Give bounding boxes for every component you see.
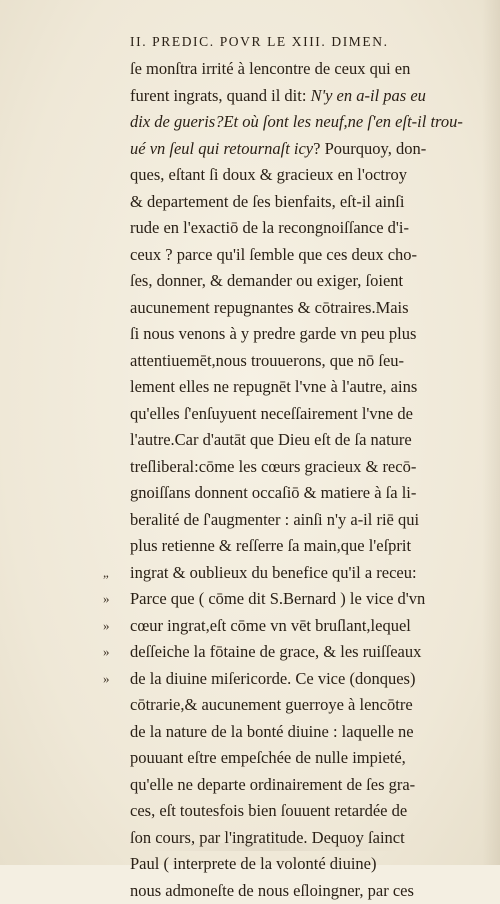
line-text xyxy=(130,189,404,216)
text-run: plus retienne & reſſerre ſa main,que l'eſprit xyxy=(130,536,411,555)
text-run: cōtrarie,& aucunement guerroye à lencōtre xyxy=(130,695,413,714)
italic-quotation: ué vn ſeul qui retournaſt icy xyxy=(130,139,313,158)
text-run: ceux ? parce qu'il ſemble que ces deux cho- xyxy=(130,245,417,264)
line-text xyxy=(130,215,409,242)
text-run: attentiuemēt,nous trouuerons, que nō ſeu- xyxy=(130,351,404,370)
text-run: ques, eſtant ſi doux & gracieux en l'octroy xyxy=(130,165,407,184)
text-run: Parce que ( cōme dit S.Bernard ) le vice d'vn xyxy=(130,589,425,608)
text-run: l'autre.Car d'autāt que Dieu eſt de ſa nature xyxy=(130,430,412,449)
text-line xyxy=(0,745,500,772)
text-line xyxy=(0,162,500,189)
line-text xyxy=(130,798,407,825)
line-text xyxy=(130,56,410,83)
line-text xyxy=(130,666,415,693)
text-line xyxy=(0,189,500,216)
line-text xyxy=(130,109,463,136)
page-edge-shadow xyxy=(482,0,500,865)
line-text xyxy=(130,427,412,454)
text-line xyxy=(0,348,500,375)
line-text xyxy=(130,533,411,560)
text-run: deſſeiche la fōtaine de grace, & les ruiſſeaux xyxy=(130,642,421,661)
line-text xyxy=(130,745,406,772)
text-line xyxy=(0,586,500,613)
text-line xyxy=(0,772,500,799)
text-run: Paul ( interprete de la volonté diuine) xyxy=(130,854,377,873)
text-line xyxy=(0,109,500,136)
text-run: ces, eſt toutesfois bien ſouuent retardée de xyxy=(130,801,407,820)
line-text xyxy=(130,719,414,746)
text-run: aucunement repugnantes & cōtraires.Mais xyxy=(130,298,409,317)
line-text xyxy=(130,374,417,401)
text-line xyxy=(0,427,500,454)
text-run: ? Pourquoy, don- xyxy=(313,139,426,158)
line-text xyxy=(130,480,416,507)
text-line xyxy=(0,613,500,640)
text-line xyxy=(0,560,500,587)
text-run: qu'elle ne departe ordinairement de ſes gra- xyxy=(130,775,415,794)
text-line xyxy=(0,480,500,507)
line-text xyxy=(130,348,404,375)
text-run: ſe monſtra irrité à lencontre de ceux qui en xyxy=(130,59,410,78)
text-run: ſes, donner, & demander ou exiger, ſoient xyxy=(130,271,403,290)
text-run: cœur ingrat,eſt cōme vn vēt bruſlant,lequel xyxy=(130,616,411,635)
text-line xyxy=(0,454,500,481)
text-line xyxy=(0,851,500,878)
line-text xyxy=(130,878,414,904)
text-line xyxy=(0,83,500,110)
text-run: ſon cours, par l'ingratitude. Dequoy ſainct xyxy=(130,828,405,847)
text-line xyxy=(0,374,500,401)
text-line xyxy=(0,242,500,269)
text-run: ingrat & oublieux du benefice qu'il a receu: xyxy=(130,563,417,582)
text-run: lement elles ne repugnēt l'vne à l'autre, ains xyxy=(130,377,417,396)
line-text xyxy=(130,613,411,640)
text-line xyxy=(0,533,500,560)
line-text xyxy=(130,560,417,587)
text-line xyxy=(0,268,500,295)
text-run: rude en l'exactiō de la recongnoiſſance d'i- xyxy=(130,218,409,237)
quotation-marker: » xyxy=(103,586,110,613)
text-run: furent ingrats, quand il dit: xyxy=(130,86,311,105)
text-line xyxy=(0,666,500,693)
text-run: de la nature de la bonté diuine : laquelle ne xyxy=(130,722,414,741)
quotation-marker: „ xyxy=(103,560,109,587)
text-line xyxy=(0,321,500,348)
quotation-marker: » xyxy=(103,639,110,666)
text-run: beralité de ſ'augmenter : ainſi n'y a-il riē qui xyxy=(130,510,419,529)
text-line xyxy=(0,692,500,719)
text-line xyxy=(0,507,500,534)
ink-bleed xyxy=(140,843,400,851)
text-line xyxy=(0,878,500,904)
line-text xyxy=(130,639,421,666)
line-text xyxy=(130,295,409,322)
text-line xyxy=(0,295,500,322)
text-line xyxy=(0,215,500,242)
line-text xyxy=(130,321,416,348)
line-text xyxy=(130,162,407,189)
line-text xyxy=(130,83,426,110)
text-run: treſliberal:cōme les cœurs gracieux & recō- xyxy=(130,457,416,476)
text-run: ſi nous venons à y predre garde vn peu plus xyxy=(130,324,416,343)
italic-quotation: N'y en a-il pas eu xyxy=(311,86,426,105)
text-run: & departement de ſes bienfaits, eſt-il ainſi xyxy=(130,192,404,211)
line-text xyxy=(130,507,419,534)
quotation-marker: » xyxy=(103,666,110,693)
running-head: II. PREDIC. POVR LE XIII. DIMEN. xyxy=(130,34,470,50)
italic-quotation: dix de gueris?Et où ſont les neuf,ne ſ'en eſt-il trou- xyxy=(130,112,463,131)
line-text xyxy=(130,851,377,878)
text-body xyxy=(0,56,500,904)
line-text xyxy=(130,454,416,481)
line-text xyxy=(130,586,425,613)
line-text xyxy=(130,242,417,269)
quotation-marker: » xyxy=(103,613,110,640)
text-line xyxy=(0,719,500,746)
text-line xyxy=(0,136,500,163)
text-line xyxy=(0,56,500,83)
text-run: pouuant eſtre empeſchée de nulle impieté, xyxy=(130,748,406,767)
text-line xyxy=(0,639,500,666)
text-line xyxy=(0,401,500,428)
text-run: de la diuine miſericorde. Ce vice (donques) xyxy=(130,669,415,688)
line-text xyxy=(130,692,413,719)
text-run: gnoiſſans donnent occaſiō & matiere à ſa li- xyxy=(130,483,416,502)
line-text xyxy=(130,136,426,163)
line-text xyxy=(130,268,403,295)
text-run: nous admoneſte de nous eſloingner, par ces xyxy=(130,881,414,900)
line-text xyxy=(130,401,413,428)
line-text xyxy=(130,772,415,799)
text-run: qu'elles ſ'enſuyuent neceſſairement l'vne de xyxy=(130,404,413,423)
text-line xyxy=(0,798,500,825)
